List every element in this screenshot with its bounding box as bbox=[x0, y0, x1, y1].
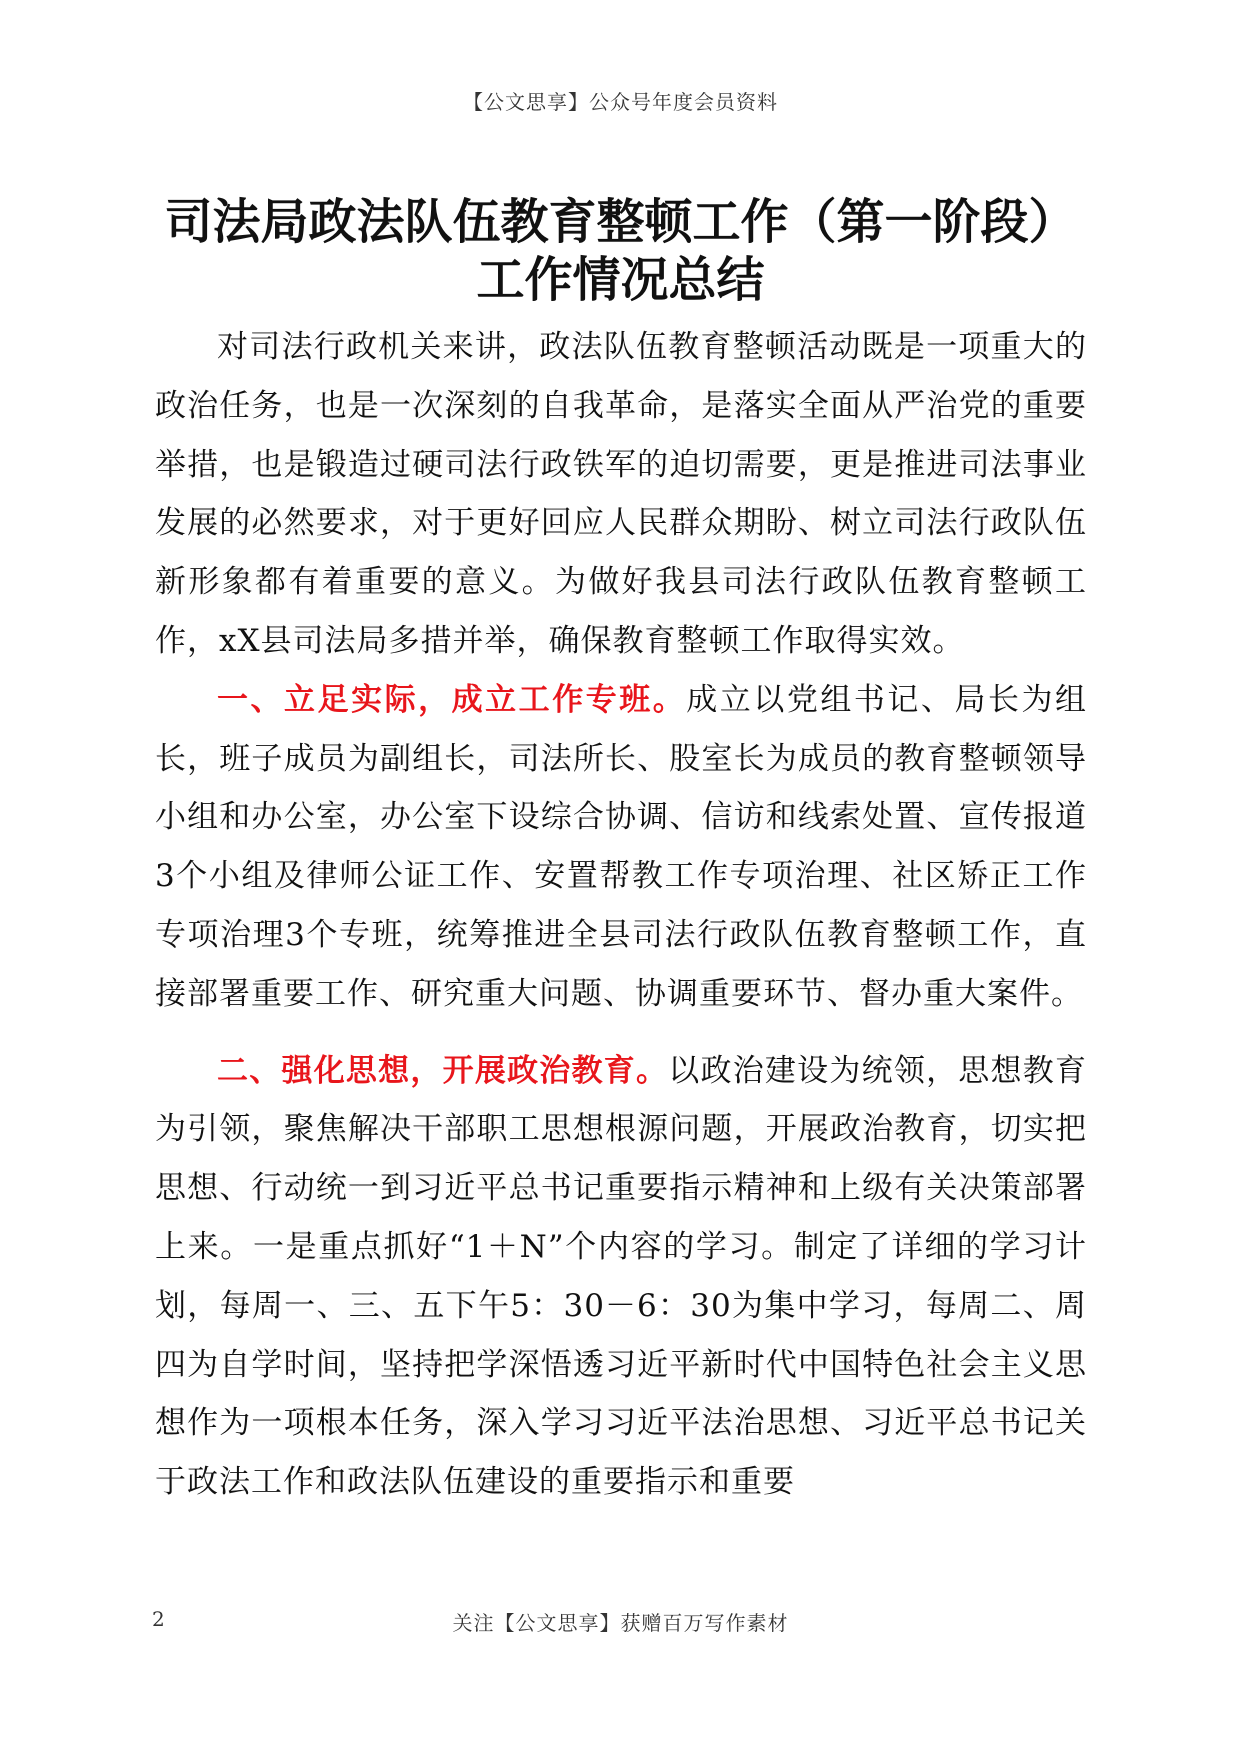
title-line-1: 司法局政法队伍教育整顿工作（第一阶段） bbox=[164, 194, 1077, 250]
section-1-heading: 一、立足实际，成立工作专班。 bbox=[217, 681, 687, 718]
section-1-paragraph bbox=[155, 671, 1087, 1024]
document-body bbox=[155, 318, 1087, 1512]
intro-paragraph: 对司法行政机关来讲，政法队伍教育整顿活动既是一项重大的政治任务，也是一次深刻的自我革命，是落实全面从严治党的重要举措，也是锻造过硬司法行政铁军的迫切需要，更是推进司法事业发展的必然要求，对于更好回应人民群众期盼、树立司法行政队伍新形象都有着重要的意义。为做好我县司法行政队伍教育整顿工作，xX县司法局多措并举，确保教育整顿工作取得实效。 bbox=[155, 329, 1087, 659]
document-title bbox=[150, 193, 1091, 309]
title-line-2: 工作情况总结 bbox=[476, 252, 765, 308]
section-2-heading: 二、强化思想，开展政治教育。 bbox=[217, 1052, 669, 1089]
section-2-text: 以政治建设为统领，思想教育为引领，聚焦解决干部职工思想根源问题，开展政治教育，切实把思想、行动统一到习近平总书记重要指示精神和上级有关决策部署上来。一是重点抓好“1＋N”个内容的学习。制定了详细的学习计划，每周一、三、五下午5：30－6：30为集中学习，每周二、周四为自学时间，坚持把学深悟透习近平新时代中国特色社会主义思想作为一项根本任务，深入学习习近平法治思想、习近平总书记关于政法工作和政法队伍建设的重要指示和重要 bbox=[155, 1052, 1088, 1501]
page-footer: 关注【公文思享】获赠百万写作素材 bbox=[452, 1611, 789, 1635]
section-2-paragraph bbox=[155, 1042, 1087, 1512]
section-1-text: 成立以党组书记、局长为组长，班子成员为副组长，司法所长、股室长为成员的教育整顿领导小组和办公室，办公室下设综合协调、信访和线索处置、宣传报道3个小组及律师公证工作、安置帮教工作专项治理、社区矫正工作专项治理3个专班，统筹推进全县司法行政队伍教育整顿工作，直接部署重要工作、研究重大问题、协调重要环节、督办重大案件。 bbox=[155, 681, 1088, 1012]
page-number: 2 bbox=[152, 1607, 165, 1631]
page-header: 【公文思享】公众号年度会员资料 bbox=[463, 90, 778, 114]
